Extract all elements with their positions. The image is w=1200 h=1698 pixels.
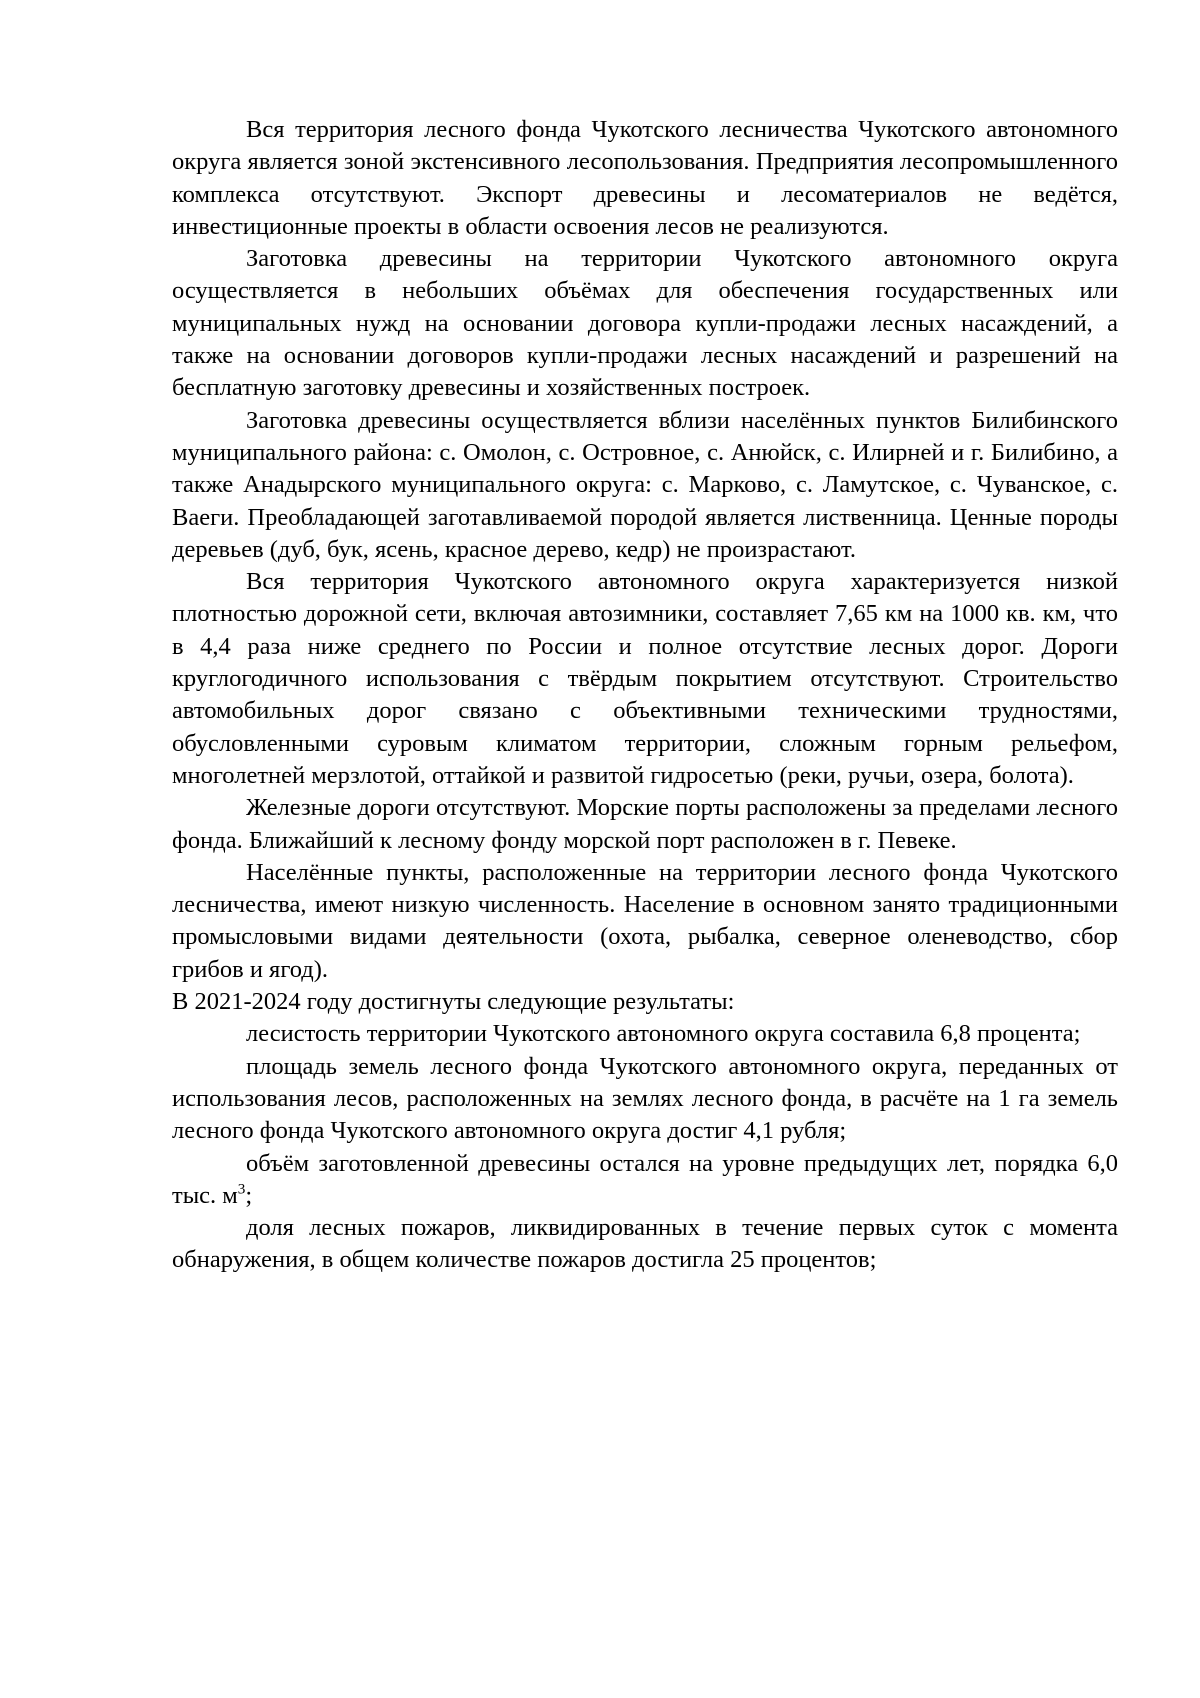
result-item-forest-cover: лесистость территории Чукотского автономного округа составила 6,8 процента; xyxy=(246,1020,1081,1048)
document-body xyxy=(172,114,1118,1277)
result-item-land-area-revenue: площадь земель лесного фонда Чукотского автономного округа, переданных от использования лесов, расположенных на землях лесного фонда, в расчёте на 1 га земель лесного фонда Чукотского автономного округа достиг 4,1 рубля; xyxy=(172,1052,1118,1145)
timber-volume-text: объём заготовленной древесины остался на уровне предыдущих лет, порядка 6,0 тыс. м xyxy=(172,1149,1118,1209)
paragraph-results-intro: В 2021-2024 году достигнуты следующие результаты: xyxy=(172,988,735,1016)
paragraph-population: Населённые пункты, расположенные на территории лесного фонда Чукотского лесничества, имеют низкую численность. Население в основном занято традиционными промысловыми видами деятельности (охота, рыбалка, северное оленеводство, сбор грибов и ягод). xyxy=(172,858,1118,983)
paragraph-railways-ports: Железные дороги отсутствуют. Морские порты расположены за пределами лесного фонда. Ближайший к лесному фонду морской порт расположен в г. Певеке. xyxy=(172,794,1118,854)
paragraph-road-network: Вся территория Чукотского автономного округа характеризуется низкой плотностью дорожной сети, включая автозимники, составляет 7,65 км на 1000 кв. км, что в 4,4 раза ниже среднего по России и полное отсутствие лесных дорог. Дороги круглогодичного использования с твёрдым покрытием отсутствуют. Строительство автомобильных дорог связано с объективными техническими трудностями, обусловленными суровым климатом территории, сложным горным рельефом, многолетней мерзлотой, оттайкой и развитой гидросетью (реки, ручьи, озера, болота). xyxy=(172,568,1118,789)
paragraph-timber-harvesting-volumes: Заготовка древесины на территории Чукотского автономного округа осуществляется в небольших объёмах для обеспечения государственных или муниципальных нужд на основании договора купли-продажи лесных насаждений, а также на основании договоров купли-продажи лесных насаждений и разрешений на бесплатную заготовку древесины и хозяйственных построек. xyxy=(172,245,1118,402)
paragraph-forest-fund-zone: Вся территория лесного фонда Чукотского лесничества Чукотского автономного округа является зоной экстенсивного лесопользования. Предприятия лесопромышленного комплекса отсутствуют. Экспорт древесины и лесоматериалов не ведётся, инвестиционные проекты в области освоения лесов не реализуются. xyxy=(172,116,1118,240)
result-item-fire-share: доля лесных пожаров, ликвидированных в течение первых суток с момента обнаружения, в общем количестве пожаров достигла 25 процентов; xyxy=(172,1214,1118,1274)
result-item-timber-volume xyxy=(172,1148,1118,1213)
timber-volume-tail: ; xyxy=(245,1181,253,1209)
cubic-superscript: 3 xyxy=(237,1180,246,1198)
paragraph-harvesting-settlements: Заготовка древесины осуществляется вблизи населённых пунктов Билибинского муниципального района: с. Омолон, с. Островное, с. Анюйск, с. Илирней и г. Билибино, а также Анадырского муниципального округа: с. Марково, с. Ламутское, с. Чуванское, с. Ваеги. Преобладающей заготавливаемой породой является лиственница. Ценные породы деревьев (дуб, бук, ясень, красное дерево, кедр) не произрастают. xyxy=(172,406,1118,563)
